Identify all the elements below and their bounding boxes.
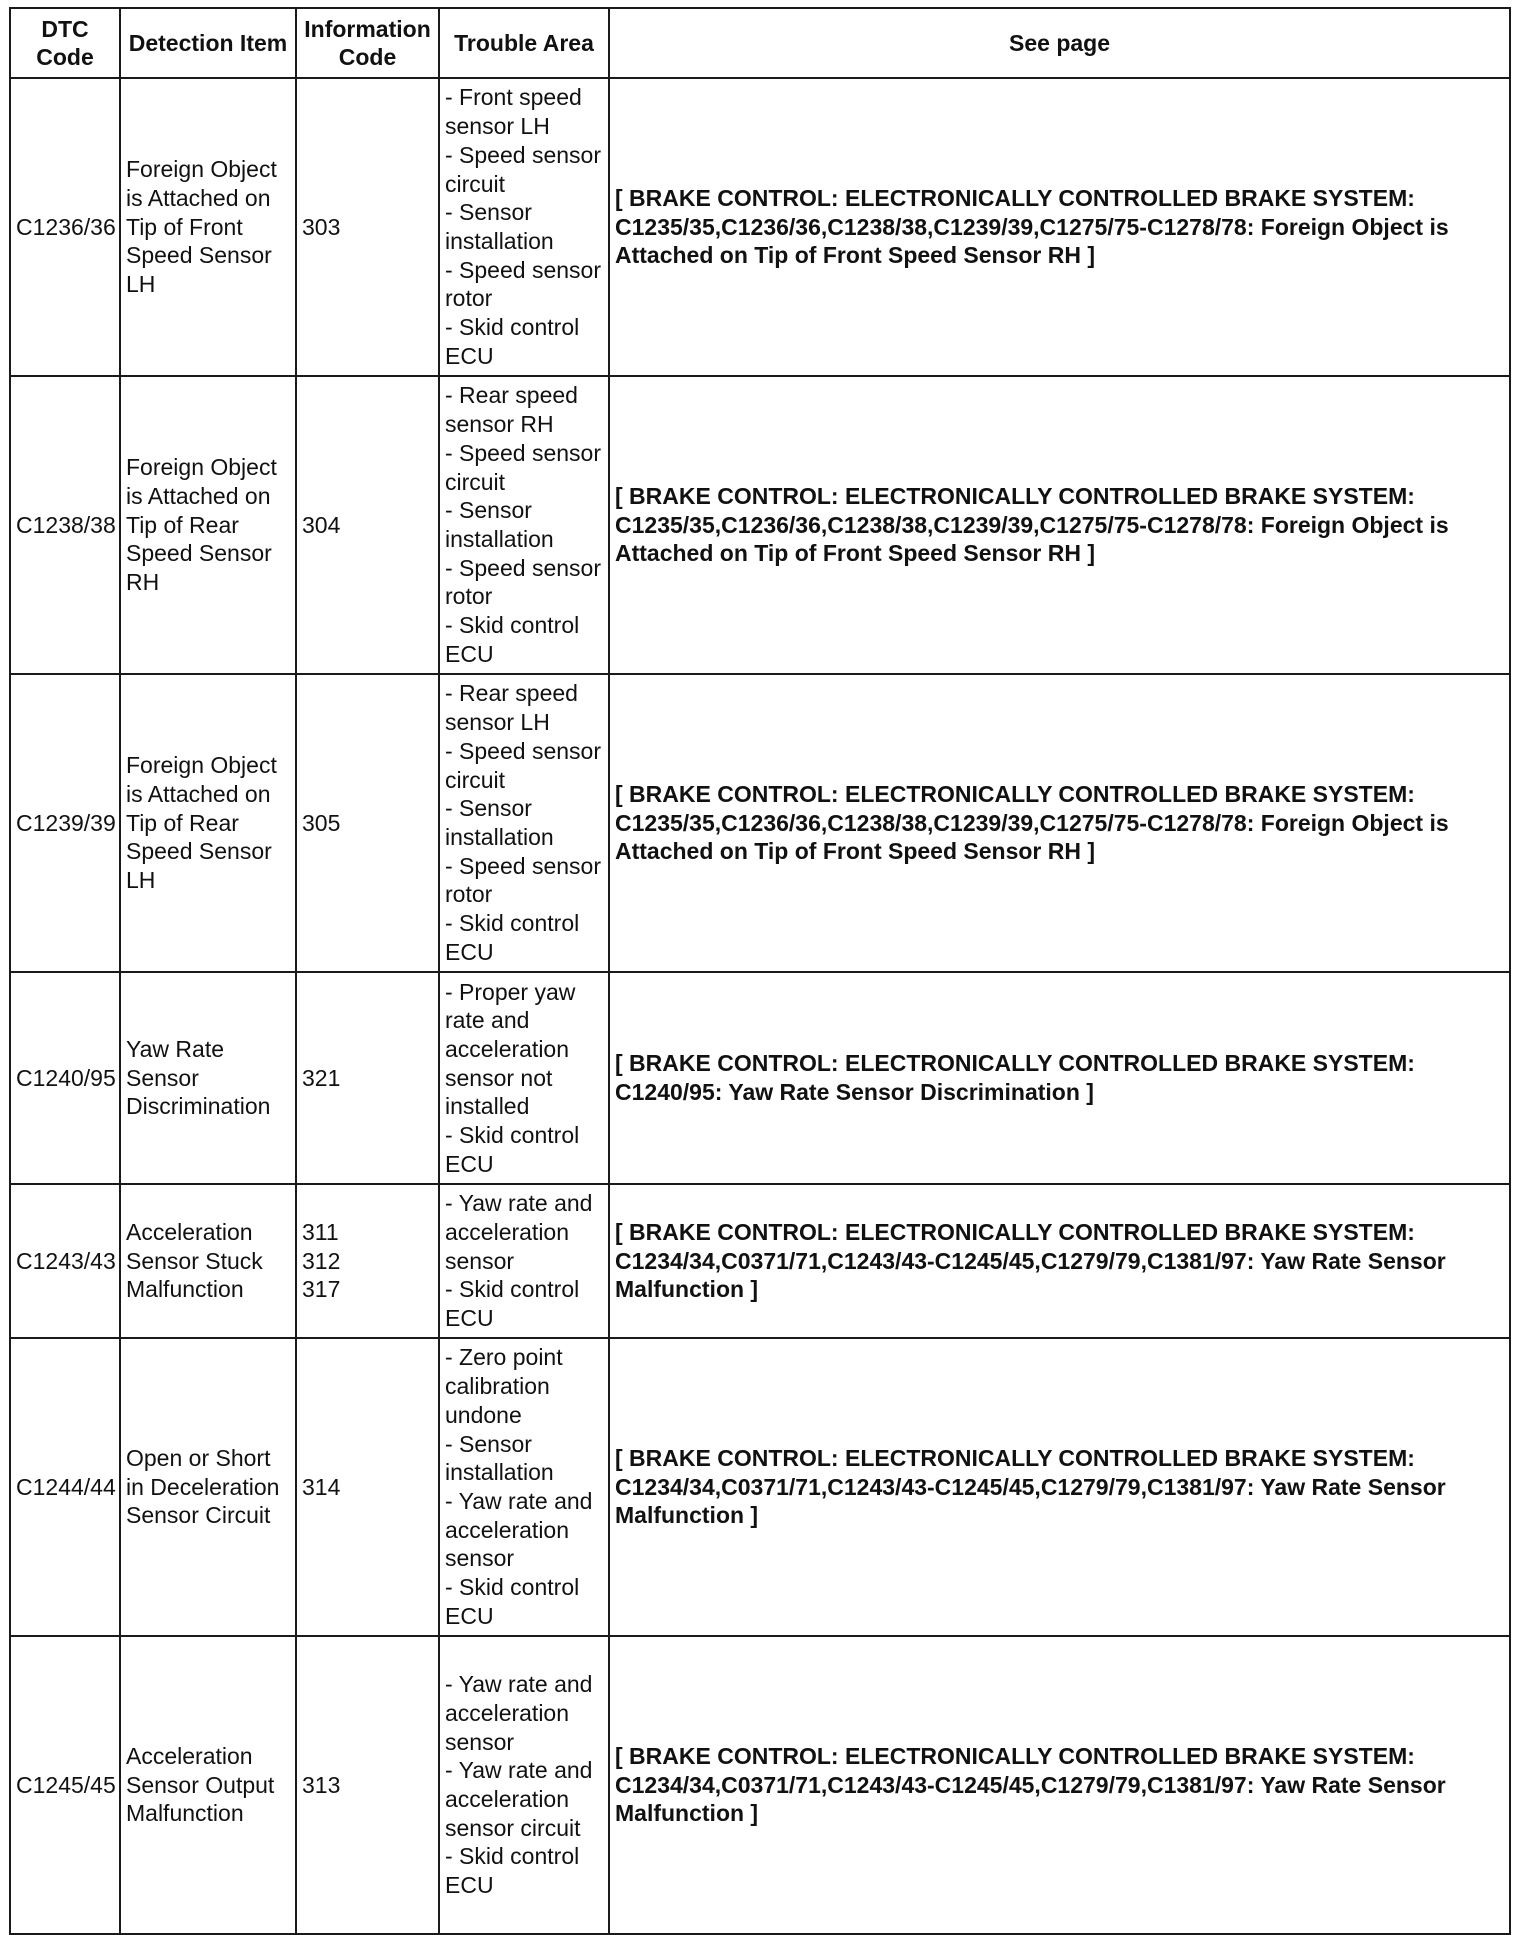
trouble-area-item: - Skid control ECU bbox=[445, 1276, 580, 1332]
trouble-area-item: - Yaw rate and acceleration sensor bbox=[445, 1671, 593, 1755]
detection-item-cell: Open or Short in Deceleration Sensor Circuit bbox=[120, 1338, 296, 1636]
dtc-code-cell: C1244/44 bbox=[10, 1338, 120, 1636]
trouble-area-item: - Skid control ECU bbox=[445, 1574, 580, 1629]
dtc-code-cell: C1238/38 bbox=[10, 376, 120, 674]
trouble-area-item: - Sensor installation bbox=[445, 1430, 554, 1486]
trouble-area-item: - Rear speed sensor LH bbox=[445, 680, 578, 736]
dtc-code-cell: C1243/43 bbox=[10, 1184, 120, 1338]
information-code-cell bbox=[296, 674, 439, 972]
header-dtc-code bbox=[10, 8, 120, 78]
see-page-link[interactable]: [ BRAKE CONTROL: ELECTRONICALLY CONTROLLED BRAKE SYSTEM: C1240/95: Yaw Rate Sensor Discrimination ] bbox=[609, 972, 1510, 1184]
table-row bbox=[10, 1184, 1510, 1338]
dtc-code-cell: C1236/36 bbox=[10, 78, 120, 376]
header-dtc-code-line-2: Code bbox=[36, 44, 94, 70]
information-code: 313 bbox=[302, 1771, 341, 1798]
see-page-link[interactable]: [ BRAKE CONTROL: ELECTRONICALLY CONTROLLED BRAKE SYSTEM: C1235/35,C1236/36,C1238/38,C1239/39,C1275/75-C1278/78: Foreign Object is Attached on Tip of Front Speed Sensor RH ] bbox=[609, 674, 1510, 972]
trouble-area-cell bbox=[439, 376, 609, 674]
trouble-area-item: - Yaw rate and acceleration sensor bbox=[445, 1190, 593, 1274]
trouble-area-item: - Skid control ECU bbox=[445, 1843, 580, 1899]
information-code: 317 bbox=[302, 1276, 341, 1303]
detection-item-cell: Acceleration Sensor Output Malfunction bbox=[120, 1636, 296, 1934]
information-code-cell bbox=[296, 1636, 439, 1934]
detection-item-cell: Yaw Rate Sensor Discrimination bbox=[120, 972, 296, 1184]
information-code: 303 bbox=[302, 213, 341, 240]
header-dtc-code-line-1: DTC bbox=[41, 16, 89, 42]
trouble-area-item: - Speed sensor rotor bbox=[445, 852, 601, 908]
detection-item-cell: Foreign Object is Attached on Tip of Front Speed Sensor LH bbox=[120, 78, 296, 376]
table-row bbox=[10, 376, 1510, 674]
header-row bbox=[10, 8, 1510, 78]
dtc-code-cell: C1240/95 bbox=[10, 972, 120, 1184]
trouble-area-item: - Skid control ECU bbox=[445, 910, 580, 965]
header-information-code-line-1: Information bbox=[304, 16, 431, 42]
table-row bbox=[10, 78, 1510, 376]
trouble-area-item: - Skid control ECU bbox=[445, 314, 580, 369]
trouble-area-item: - Proper yaw rate and acceleration sensor not installed bbox=[445, 978, 576, 1120]
table-row bbox=[10, 1636, 1510, 1934]
information-code-cell bbox=[296, 78, 439, 376]
trouble-area-item: - Speed sensor circuit bbox=[445, 141, 601, 197]
trouble-area-cell bbox=[439, 1636, 609, 1934]
see-page-link[interactable]: [ BRAKE CONTROL: ELECTRONICALLY CONTROLLED BRAKE SYSTEM: C1234/34,C0371/71,C1243/43-C1245/45,C1279/79,C1381/97: Yaw Rate Sensor Malfunction ] bbox=[609, 1184, 1510, 1338]
trouble-area-cell bbox=[439, 1184, 609, 1338]
trouble-area-item: - Sensor installation bbox=[445, 497, 554, 552]
header-trouble-area: Trouble Area bbox=[439, 8, 609, 78]
trouble-area-item: - Rear speed sensor RH bbox=[445, 382, 578, 438]
trouble-area-item: - Sensor installation bbox=[445, 199, 554, 254]
header-information-code bbox=[296, 8, 439, 78]
header-information-code-line-2: Code bbox=[338, 44, 397, 70]
trouble-area-item: - Skid control ECU bbox=[445, 612, 580, 667]
information-code: 305 bbox=[302, 809, 341, 836]
trouble-area-item: - Skid control ECU bbox=[445, 1122, 580, 1177]
trouble-area-item: - Yaw rate and acceleration sensor circuit bbox=[445, 1757, 593, 1841]
dtc-code-cell: C1245/45 bbox=[10, 1636, 120, 1934]
information-code: 304 bbox=[302, 511, 341, 538]
trouble-area-item: - Sensor installation bbox=[445, 795, 554, 850]
table-row bbox=[10, 1338, 1510, 1636]
dtc-table bbox=[9, 7, 1511, 1935]
dtc-code-cell: C1239/39 bbox=[10, 674, 120, 972]
see-page-link[interactable]: [ BRAKE CONTROL: ELECTRONICALLY CONTROLLED BRAKE SYSTEM: C1234/34,C0371/71,C1243/43-C1245/45,C1279/79,C1381/97: Yaw Rate Sensor Malfunction ] bbox=[609, 1636, 1510, 1934]
information-code-cell bbox=[296, 1338, 439, 1636]
information-code: 321 bbox=[302, 1064, 341, 1091]
see-page-link[interactable]: [ BRAKE CONTROL: ELECTRONICALLY CONTROLLED BRAKE SYSTEM: C1235/35,C1236/36,C1238/38,C1239/39,C1275/75-C1278/78: Foreign Object is Attached on Tip of Front Speed Sensor RH ] bbox=[609, 78, 1510, 376]
detection-item-cell: Foreign Object is Attached on Tip of Rear Speed Sensor LH bbox=[120, 674, 296, 972]
trouble-area-cell bbox=[439, 972, 609, 1184]
trouble-area-item: - Yaw rate and acceleration sensor bbox=[445, 1488, 593, 1572]
detection-item-cell: Acceleration Sensor Stuck Malfunction bbox=[120, 1184, 296, 1338]
detection-item-cell: Foreign Object is Attached on Tip of Rear Speed Sensor RH bbox=[120, 376, 296, 674]
information-code: 311 bbox=[302, 1218, 339, 1245]
trouble-area-item: - Speed sensor circuit bbox=[445, 737, 601, 793]
see-page-link[interactable]: [ BRAKE CONTROL: ELECTRONICALLY CONTROLLED BRAKE SYSTEM: C1235/35,C1236/36,C1238/38,C1239/39,C1275/75-C1278/78: Foreign Object is Attached on Tip of Front Speed Sensor RH ] bbox=[609, 376, 1510, 674]
trouble-area-item: - Front speed sensor LH bbox=[445, 84, 582, 140]
information-code: 314 bbox=[302, 1473, 341, 1500]
information-code-cell bbox=[296, 1184, 439, 1338]
trouble-area-cell bbox=[439, 1338, 609, 1636]
information-code-cell bbox=[296, 376, 439, 674]
see-page-link[interactable]: [ BRAKE CONTROL: ELECTRONICALLY CONTROLLED BRAKE SYSTEM: C1234/34,C0371/71,C1243/43-C1245/45,C1279/79,C1381/97: Yaw Rate Sensor Malfunction ] bbox=[609, 1338, 1510, 1636]
header-see-page: See page bbox=[609, 8, 1510, 78]
trouble-area-item: - Speed sensor circuit bbox=[445, 439, 601, 495]
trouble-area-item: - Speed sensor rotor bbox=[445, 554, 601, 610]
header-detection-item: Detection Item bbox=[120, 8, 296, 78]
trouble-area-item: - Zero point calibration undone bbox=[445, 1344, 563, 1428]
trouble-area-item: - Speed sensor rotor bbox=[445, 256, 601, 312]
information-code-cell bbox=[296, 972, 439, 1184]
table-row bbox=[10, 674, 1510, 972]
trouble-area-cell bbox=[439, 674, 609, 972]
information-code: 312 bbox=[302, 1247, 341, 1274]
table-row bbox=[10, 972, 1510, 1184]
trouble-area-cell bbox=[439, 78, 609, 376]
